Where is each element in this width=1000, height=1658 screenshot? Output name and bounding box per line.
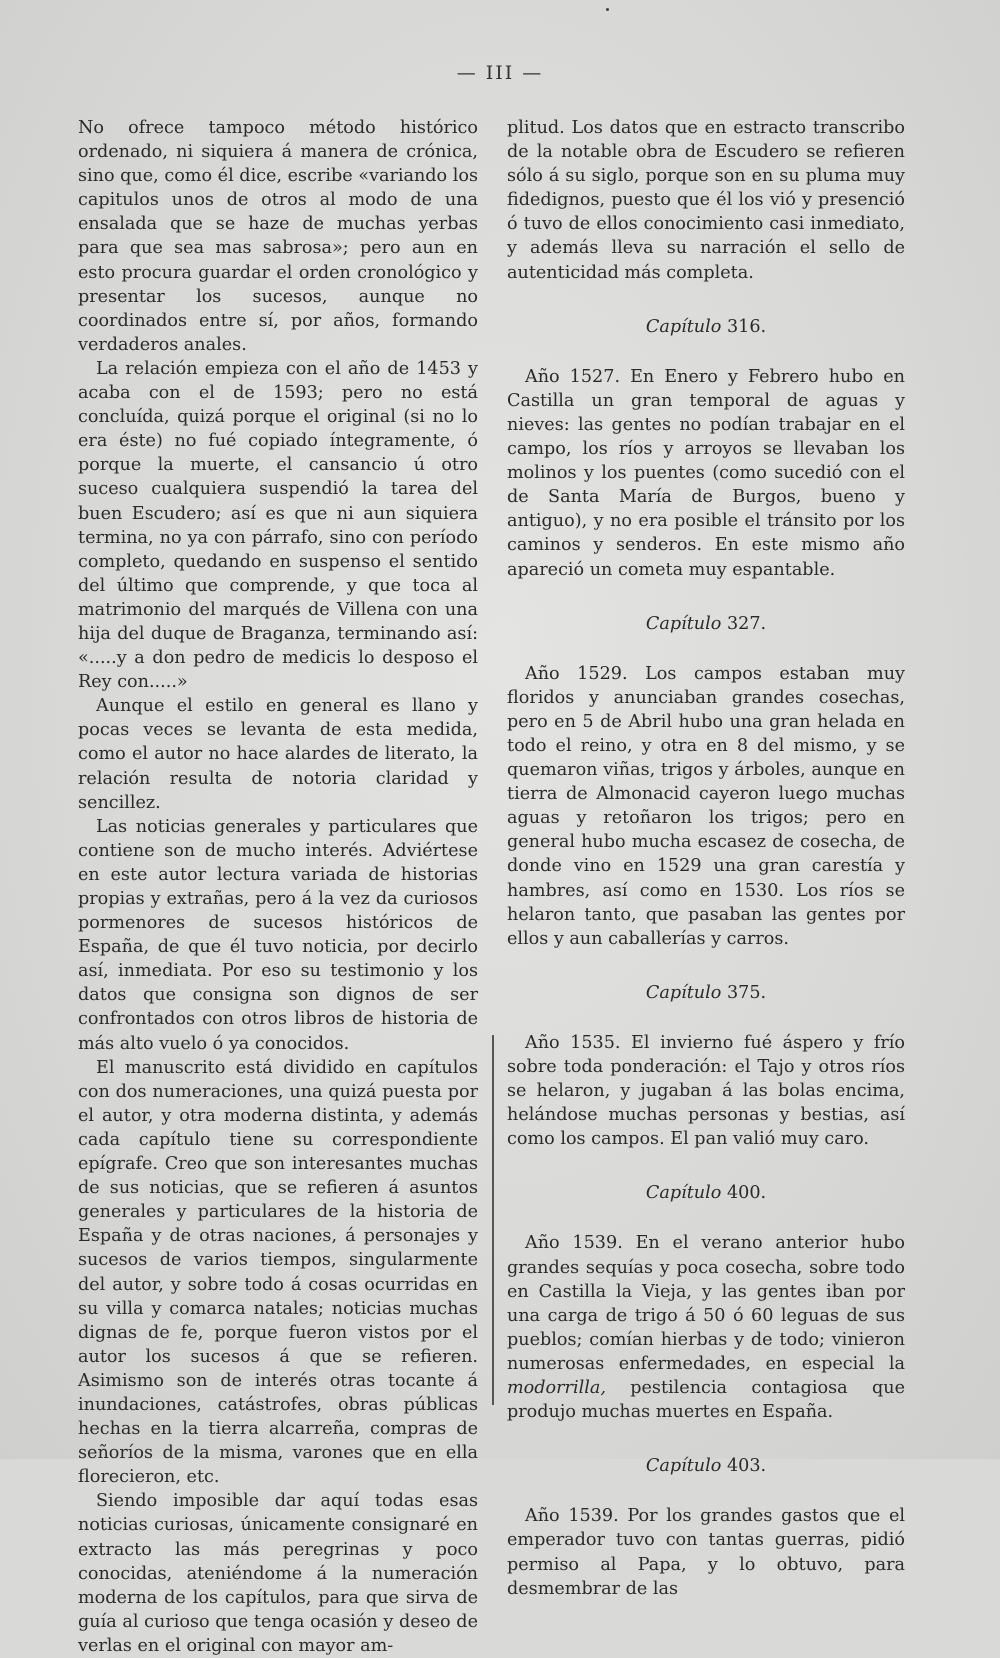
paragraph: plitud. Los datos que en estracto transcribo de la notable obra de Escudero se refieren sólo á su siglo, porque son en su pluma muy fidedignos, puesto que él los vió y presenció ó tuvo de ellos conocimiento casi inmediato, y además lleva su narración el sello de autenticidad más completa. bbox=[507, 118, 905, 283]
chapter-text: Año 1529. Los campos estaban muy floridos y anunciaban grandes cosechas, pero en 5 de Abril hubo una gran helada en todo el reino, y otra en 8 del mismo, y se quemaron viñas, trigos y árboles, aunque en tierra de Almonacid cayeron luego muchas aguas y retoñaron los trigos; pero en general hubo mucha escasez de cosecha, de donde vino en 1529 una gran carestía y hambres, así como en 1530. Los ríos se helaron tanto, que pasaban las gentes por ellos y aun caballerías y carros. bbox=[507, 663, 905, 949]
chapter-heading bbox=[507, 1454, 905, 1478]
right-column bbox=[507, 116, 905, 1601]
chapter-label: Capítulo bbox=[645, 1456, 722, 1477]
paragraph: Las noticias generales y particulares que contiene son de mucho interés. Adviértese en este autor lectura variada de historias propias y extrañas, pero á la vez da curiosos pormenores de sucesos históricos de España, de que él tuvo noticia, por decirlo así, inmediata. Por eso su testimonio y los datos que consigna son dignos de ser confrontados con otros libros de historia de más alto vuelo ó ya conocidos. bbox=[78, 816, 478, 1054]
chapter-number: 403. bbox=[726, 1456, 767, 1477]
chapter-number: 316. bbox=[726, 316, 767, 337]
chapter-text: Año 1539. Por los grandes gastos que el emperador tuvo con tantas guerras, pidió permiso al Papa, y lo obtuvo, para desmembrar de las bbox=[507, 1506, 905, 1599]
emphasized-term: modorrilla, bbox=[507, 1378, 606, 1399]
paragraph: Siendo imposible dar aquí todas esas noticias curiosas, únicamente consignaré en extracto las más peregrinas y poco conocidas, ateniéndome á la numeración moderna de los capítulos, para que sirva de guía al curioso que tenga ocasión y deseo de verlas en el original con mayor am- bbox=[78, 1491, 478, 1656]
chapter-heading bbox=[507, 315, 905, 339]
chapter-number: 375. bbox=[726, 982, 767, 1003]
paragraph: La relación empieza con el año de 1453 y acaba con el de 1593; pero no está concluída, quizá porque el original (si no lo era éste) no fué copiado íntegramente, ó porque la muerte, el cansancio ú otro suceso cualquiera suspendió la tarea del buen Escudero; así es que ni aun siquiera termina, no ya con párrafo, sino con período completo, quedando en suspenso el sentido del último que comprende, y que toca al matrimonio del marqués de Villena con una hija del duque de Braganza, terminando así: «.....y a don pedro de medicis lo desposo el Rey con.....» bbox=[78, 358, 478, 693]
chapter-heading bbox=[507, 1181, 905, 1205]
chapter-number: 400. bbox=[726, 1183, 767, 1204]
chapter-label: Capítulo bbox=[645, 316, 722, 337]
chapter-heading bbox=[507, 981, 905, 1005]
paragraph: El manuscrito está dividido en capítulos con dos numeraciones, una quizá puesta por el autor, y otra moderna distinta, y además cada capítulo tiene su correspondiente epígrafe. Creo que son interesantes muchas de sus noticias, que se refieren á asuntos generales y particulares de la historia de España y de otras naciones, á personajes y sucesos de varios tiempos, singularmente del autor, y sobre todo á cosas ocurridas en su villa y comarca natales; noticias muchas dignas de fe, porque fueron vistos por el autor los sucesos á que se refieren. Asimismo son de interés otras tocante á inundaciones, catástrofes, obras públicas hechas en la tierra alcarreña, compras de señoríos de la misma, varones que en ella florecieron, etc. bbox=[78, 1057, 478, 1488]
chapter-label: Capítulo bbox=[645, 982, 722, 1003]
chapter-text: Año 1535. El invierno fué áspero y frío sobre toda ponderación: el Tajo y otros ríos se helaron, y jugaban á las bolas encima, helándose muchas personas y bestias, así como los campos. El pan valió muy caro. bbox=[507, 1032, 905, 1150]
chapter-number: 327. bbox=[726, 613, 767, 634]
chapter-heading bbox=[507, 612, 905, 636]
chapter-text bbox=[507, 1231, 905, 1424]
column-divider bbox=[492, 1035, 494, 1405]
paragraph: No ofrece tampoco método histórico ordenado, ni siquiera á manera de crónica, sino que, como él dice, escribe «variando los capitulos unos de otros al modo de una ensalada que se haze de muchas yerbas para que sea mas sabrosa»; pero aun en esto procura guardar el orden cronológico y presentar los sucesos, aunque no coordinados entre sí, por años, formando verdaderos anales. bbox=[78, 118, 478, 355]
chapter-label: Capítulo bbox=[645, 613, 722, 634]
chapter-label: Capítulo bbox=[645, 1183, 722, 1204]
chapter-text-part: Año 1539. En el verano anterior hubo grandes sequías y poca cosecha, sobre todo en Castilla la Vieja, y las gentes iban por una carga de trigo á 50 ó 60 leguas de sus pueblos; comían hierbas y de todo; vinieron numerosas enfermedades, en especial la bbox=[507, 1233, 905, 1374]
left-column bbox=[78, 116, 478, 1658]
ink-speck bbox=[606, 8, 609, 11]
chapter-text: Año 1527. En Enero y Febrero hubo en Castilla un gran temporal de aguas y nieves: las gentes no podían trabajar en el campo, los ríos y arroyos se llevaban los molinos y los puentes (como sucedió con el de Santa María de Burgos, bueno y antiguo), y no era posible el tránsito por los caminos y senderos. En este mismo año apareció un cometa muy espantable. bbox=[507, 366, 905, 580]
page-number: — III — bbox=[456, 62, 544, 84]
chapter-text-part: pestilencia contagiosa que produjo muchas muertes en España. bbox=[507, 1378, 905, 1423]
paragraph: Aunque el estilo en general es llano y pocas veces se levanta de esta medida, como el autor no hace alardes de literato, la relación resulta de notoria claridad y sencillez. bbox=[78, 696, 478, 813]
